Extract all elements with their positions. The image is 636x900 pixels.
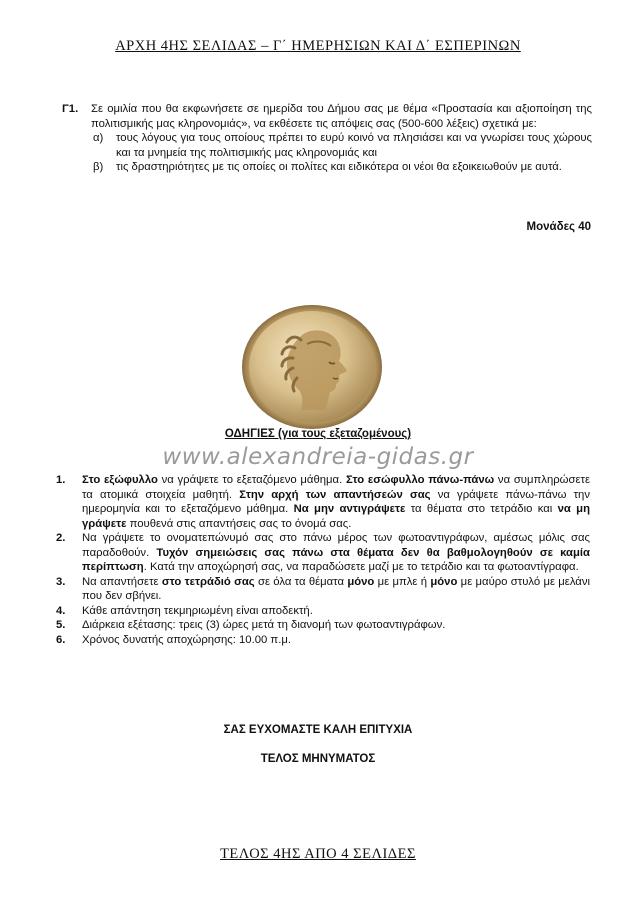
instruction-item <box>56 531 590 575</box>
points-label: Μονάδες 40 <box>526 221 591 233</box>
instruction-number: 1. <box>56 474 66 486</box>
instruction-text: Στο εξώφυλλο <box>82 474 158 486</box>
watermark-url: www.alexandreia-gidas.gr <box>162 444 474 470</box>
sub-b-marker: β) <box>93 161 104 174</box>
sub-a-text: τους λόγους για τους οποίους πρέπει το ευρύ κοινό να πλησιάσει και να γνωρίσει τους χώρους και τα μνημεία της πολιτισμικής μας κληρονομιάς και <box>116 132 592 159</box>
instruction-text: στο τετράδιό σας <box>161 575 255 588</box>
instruction-text: Στο εσώφυλλο πάνω-πάνω <box>345 474 495 486</box>
instruction-text: Να μην αντιγράψετε <box>293 503 406 515</box>
instruction-number: 2. <box>56 532 66 544</box>
instruction-text: σε όλα τα θέματα <box>254 575 348 588</box>
instruction-text: Να γράψετε το ονοματεπώνυμό σας στο πάνω μέρος των φωτοαντιγράφων, αμέσως μόλις σας παραδοθούν. <box>82 532 590 559</box>
question-label: Γ1. <box>62 103 79 115</box>
instruction-text: να μη γράψετε <box>82 503 590 530</box>
instruction-text: Να απαντήσετε <box>82 575 162 588</box>
question-g1 <box>62 102 592 175</box>
sub-a-marker: α) <box>93 132 104 145</box>
instruction-text: Τυχόν σημειώσεις σας πάνω στα θέματα δεν θα βαθμολογηθούν σε καμία περίπτωση <box>82 546 590 573</box>
instruction-number: 4. <box>56 604 66 617</box>
instruction-number: 5. <box>56 619 66 631</box>
sub-b-text: τις δραστηριότητες με τις οποίες οι πολίτες και ειδικότερα οι νέοι θα εξοικειωθούν με αυτά. <box>116 161 562 174</box>
page-footer: ΤΕΛΟΣ 4ΗΣ ΑΠΟ 4 ΣΕΛΙΔΕΣ <box>220 846 416 862</box>
page-header: ΑΡΧΗ 4ΗΣ ΣΕΛΙΔΑΣ – Γ΄ ΗΜΕΡΗΣΙΩΝ ΚΑΙ Δ΄ ΕΣΠΕΡΙΝΩΝ <box>115 38 521 54</box>
instruction-text: με μπλε ή <box>374 575 431 588</box>
instruction-text: Στην αρχή των απαντήσεών σας <box>239 488 431 501</box>
instruction-text: πουθενά στις απαντήσεις σας το όνομά σας. <box>126 517 352 530</box>
instruction-number: 3. <box>56 575 66 588</box>
end-message: ΤΕΛΟΣ ΜΗΝΥΜΑΤΟΣ <box>260 753 376 765</box>
instruction-item <box>56 473 590 531</box>
instruction-text: με μαύρο στυλό με μελάνι που δεν σβήνει. <box>82 575 590 602</box>
question-sub-a <box>91 131 592 160</box>
instruction-number: 6. <box>56 633 66 646</box>
instruction-text: τα θέματα στο τετράδιο και <box>405 503 558 515</box>
instruction-text: να γράψετε το εξεταζόμενο μάθημα. <box>157 474 346 486</box>
question-text: Σε ομιλία που θα εκφωνήσετε σε ημερίδα του Δήμου σας με θέμα «Προστασία και αξιοποίηση της πολιτισμικής μας κληρονομιάς», να εκθέσετε τις απόψεις σας (500-600 λέξεις) σχετικά με: <box>91 103 592 130</box>
instruction-item <box>56 633 590 648</box>
instructions-list <box>56 473 590 647</box>
instruction-item <box>56 604 590 619</box>
wishes-text: ΣΑΣ ΕΥΧΟΜΑΣΤΕ ΚΑΛΗ ΕΠΙΤΥΧΙΑ <box>223 724 413 736</box>
instruction-text: μόνο <box>430 575 458 588</box>
question-sub-b <box>91 160 592 175</box>
instructions-title: ΟΔΗΓΙΕΣ (για τους εξεταζομένους) <box>224 428 412 440</box>
instruction-item <box>56 575 590 604</box>
instruction-text: να γράψετε πάνω-πάνω την ημερομηνία και το εξεταζόμενο μάθημα. <box>82 488 590 515</box>
alexander-coin-icon <box>241 304 383 430</box>
instruction-text: μόνο <box>347 575 375 588</box>
instruction-text: Διάρκεια εξέτασης: τρεις (3) ώρες μετά τη διανομή των φωτοαντιγράφων. <box>82 619 446 631</box>
instruction-text: . Κατά την αποχώρησή σας, να παραδώσετε μαζί με το τετράδιο και τα φωτοαντίγραφα. <box>143 561 579 573</box>
instruction-text: Κάθε απάντηση τεκμηριωμένη είναι αποδεκτή. <box>82 604 313 617</box>
instruction-item <box>56 618 590 633</box>
instruction-text: Χρόνος δυνατής αποχώρησης: 10.00 π.μ. <box>82 633 291 646</box>
instruction-text: να συμπληρώσετε τα ατομικά στοιχεία μαθητή. <box>82 474 590 501</box>
